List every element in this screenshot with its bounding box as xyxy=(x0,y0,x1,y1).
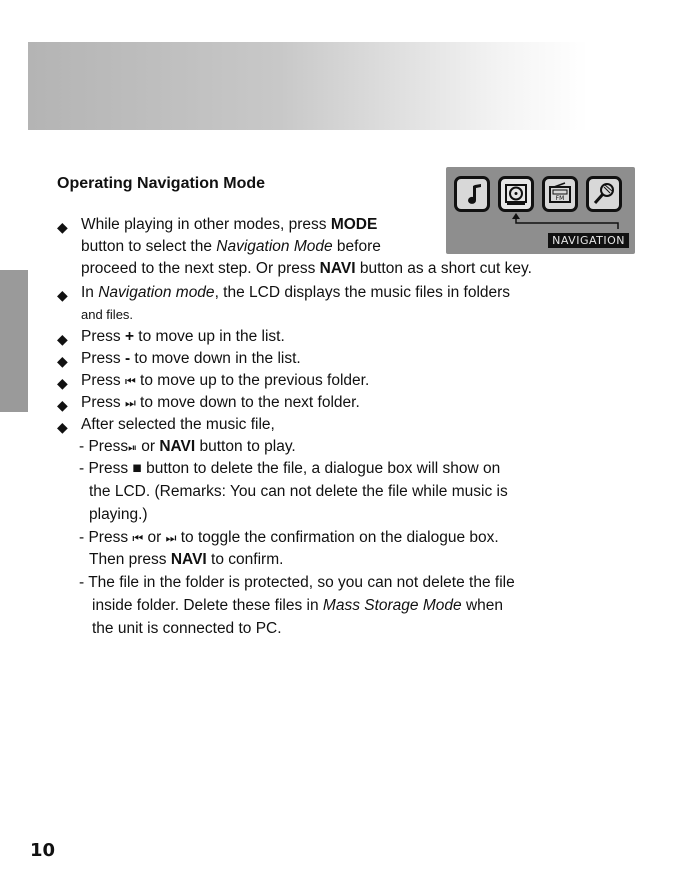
navi-keyword: NAVI xyxy=(159,438,196,455)
text-span: button as a short cut key. xyxy=(355,260,532,277)
subitem-2-line-1 xyxy=(79,458,500,480)
text-span: to move up in the list. xyxy=(134,328,285,345)
skip-back-icon: ⏮ xyxy=(132,531,144,545)
diamond-bullet-icon: ◆ xyxy=(57,353,68,369)
diamond-bullet-icon: ◆ xyxy=(57,287,68,303)
text-span: to move down to the next folder. xyxy=(135,394,360,411)
bullet-7: After selected the music file, xyxy=(81,416,275,433)
lcd-navigation-label: NAVIGATION xyxy=(548,233,629,248)
music-note-icon xyxy=(454,176,490,212)
text-span: or xyxy=(136,438,160,455)
text-span: Press xyxy=(81,372,125,389)
mass-storage-mode-term: Mass Storage Mode xyxy=(322,597,462,614)
subitem-3-line-2 xyxy=(89,549,283,571)
header-band xyxy=(28,42,588,130)
diamond-bullet-icon: ◆ xyxy=(57,219,68,235)
diamond-bullet-icon: ◆ xyxy=(57,331,68,347)
diamond-bullet-icon: ◆ xyxy=(57,375,68,391)
selection-arrow-icon xyxy=(506,211,626,235)
text-span: - Press xyxy=(79,438,129,455)
svg-text:FM: FM xyxy=(555,195,565,202)
section-title: Operating Navigation Mode xyxy=(57,175,266,192)
subitem-2-line-2: the LCD. (Remarks: You can not delete the file while music is xyxy=(89,483,508,500)
plus-key-symbol: + xyxy=(124,328,134,345)
text-span: - Press xyxy=(79,460,133,477)
text-span: Press xyxy=(81,328,125,345)
text-span: In xyxy=(81,284,99,301)
bullet-4 xyxy=(81,348,301,370)
text-span: to move up to the previous folder. xyxy=(135,372,370,389)
diamond-bullet-icon: ◆ xyxy=(57,419,68,435)
subitem-1 xyxy=(79,436,296,459)
microphone-icon xyxy=(586,176,622,212)
mode-keyword: MODE xyxy=(330,216,378,233)
section-side-tab xyxy=(0,270,28,412)
navi-keyword: NAVI xyxy=(170,551,207,568)
navi-keyword: NAVI xyxy=(319,260,356,277)
text-span: Press xyxy=(81,394,125,411)
skip-forward-icon: ⏭ xyxy=(165,531,177,545)
text-span: - Press xyxy=(79,529,133,546)
text-span: Press xyxy=(81,350,125,367)
bullet-2-line-1 xyxy=(81,282,510,304)
subitem-4-line-2 xyxy=(92,595,503,617)
text-span: While playing in other modes, press xyxy=(81,216,331,233)
minus-key-symbol: - xyxy=(124,350,131,367)
skip-forward-icon: ⏭ xyxy=(124,396,136,410)
text-span: button to delete the file, a dialogue box will show on xyxy=(141,460,501,477)
text-span: button to select the xyxy=(81,238,217,255)
bullet-1-line-1 xyxy=(81,214,377,236)
text-span: button to play. xyxy=(195,438,296,455)
subitem-4-line-3: the unit is connected to PC. xyxy=(92,620,282,637)
text-span: inside folder. Delete these files in xyxy=(92,597,323,614)
subitem-2-line-3: playing.) xyxy=(89,506,148,523)
text-span: Then press xyxy=(89,551,171,568)
navigation-mode-term: Navigation mode xyxy=(98,284,215,301)
navigation-mode-term: Navigation Mode xyxy=(216,238,333,255)
text-span: when xyxy=(461,597,504,614)
text-span: to move down in the list. xyxy=(130,350,301,367)
bullet-5 xyxy=(81,370,369,392)
bullet-1-line-2 xyxy=(81,236,381,258)
fm-radio-icon xyxy=(542,176,578,212)
diamond-bullet-icon: ◆ xyxy=(57,397,68,413)
text-span: or xyxy=(143,529,166,546)
subitem-3-line-1 xyxy=(79,527,499,549)
text-span: to toggle the confirmation on the dialogue box. xyxy=(176,529,499,546)
text-span: to confirm. xyxy=(206,551,284,568)
bullet-6 xyxy=(81,392,360,414)
bullet-1-line-3 xyxy=(81,258,532,280)
text-span: , the LCD displays the music files in folders xyxy=(214,284,511,301)
bullet-3 xyxy=(81,326,285,348)
play-pause-icon: ⏯ xyxy=(128,442,137,454)
text-span: before xyxy=(332,238,381,255)
skip-back-icon: ⏮ xyxy=(124,374,136,388)
stop-icon: ■ xyxy=(132,460,142,477)
page-number: 10 xyxy=(30,840,56,861)
lcd-display-illustration xyxy=(446,167,635,254)
bullet-2-line-2: and files. xyxy=(81,307,134,322)
text-span: proceed to the next step. Or press xyxy=(81,260,320,277)
subitem-4-line-1: - The file in the folder is protected, so you can not delete the file xyxy=(79,574,515,591)
navigation-disc-icon xyxy=(498,176,534,212)
